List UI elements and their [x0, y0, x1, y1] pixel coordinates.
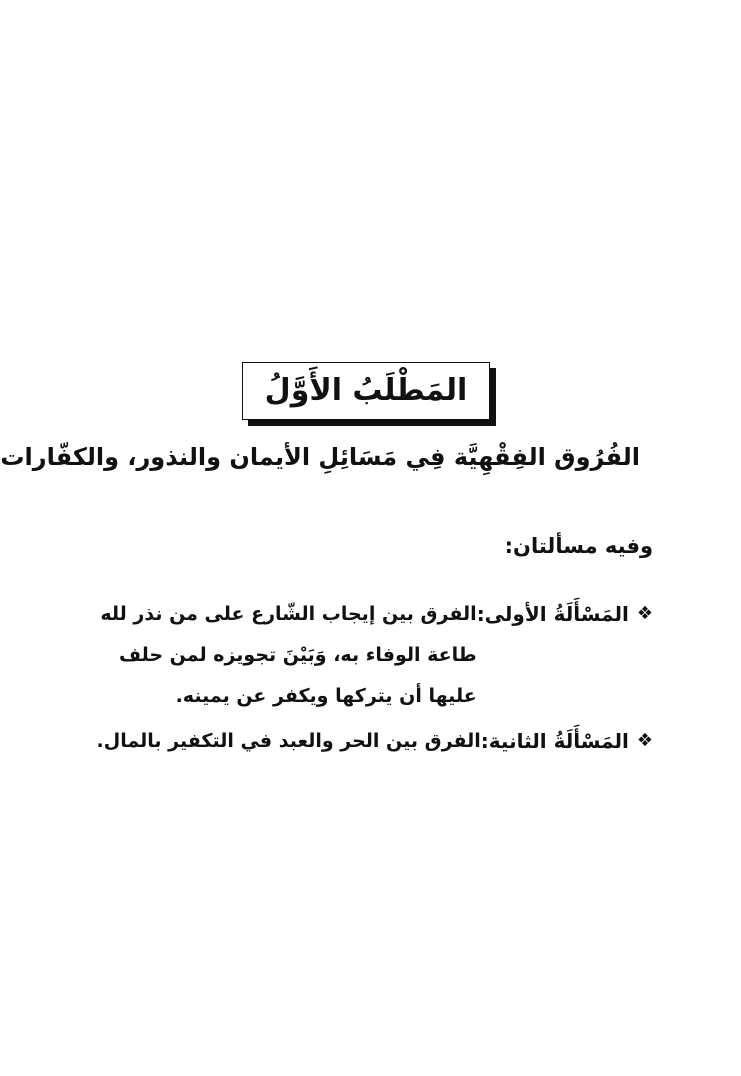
issue-head: [477, 598, 653, 630]
issue-label: المَسْأَلَةُ الثانية:: [480, 729, 629, 753]
diamond-bullet-icon: ❖: [636, 603, 653, 624]
issue-text: الفرق بين إيجاب الشّارع على من نذر لله طاعة الوفاء به، وَبَيْنَ تجويزه لمن حلف عليها أن يتركها ويكفر عن يمينه.: [100, 603, 477, 707]
section-title: المَطْلَبُ الأَوَّلُ: [264, 373, 468, 408]
issue-item: [83, 598, 653, 717]
issue-head: [481, 725, 653, 757]
issue-text: الفرق بين الحر والعبد في التكفير بالمال.: [96, 730, 481, 752]
section-subtitle: الفُرُوق الفِقْهِيَّة فِي مَسَائِلِ الأيمان والنذور، والكفّارات: [0, 443, 640, 471]
issue-item: [83, 725, 653, 762]
intro-text: وفيه مسألتان:: [504, 534, 653, 558]
section-title-box: [242, 362, 490, 420]
issue-label: المَسْأَلَةُ الأولى:: [476, 602, 629, 626]
diamond-bullet-icon: ❖: [636, 730, 653, 751]
